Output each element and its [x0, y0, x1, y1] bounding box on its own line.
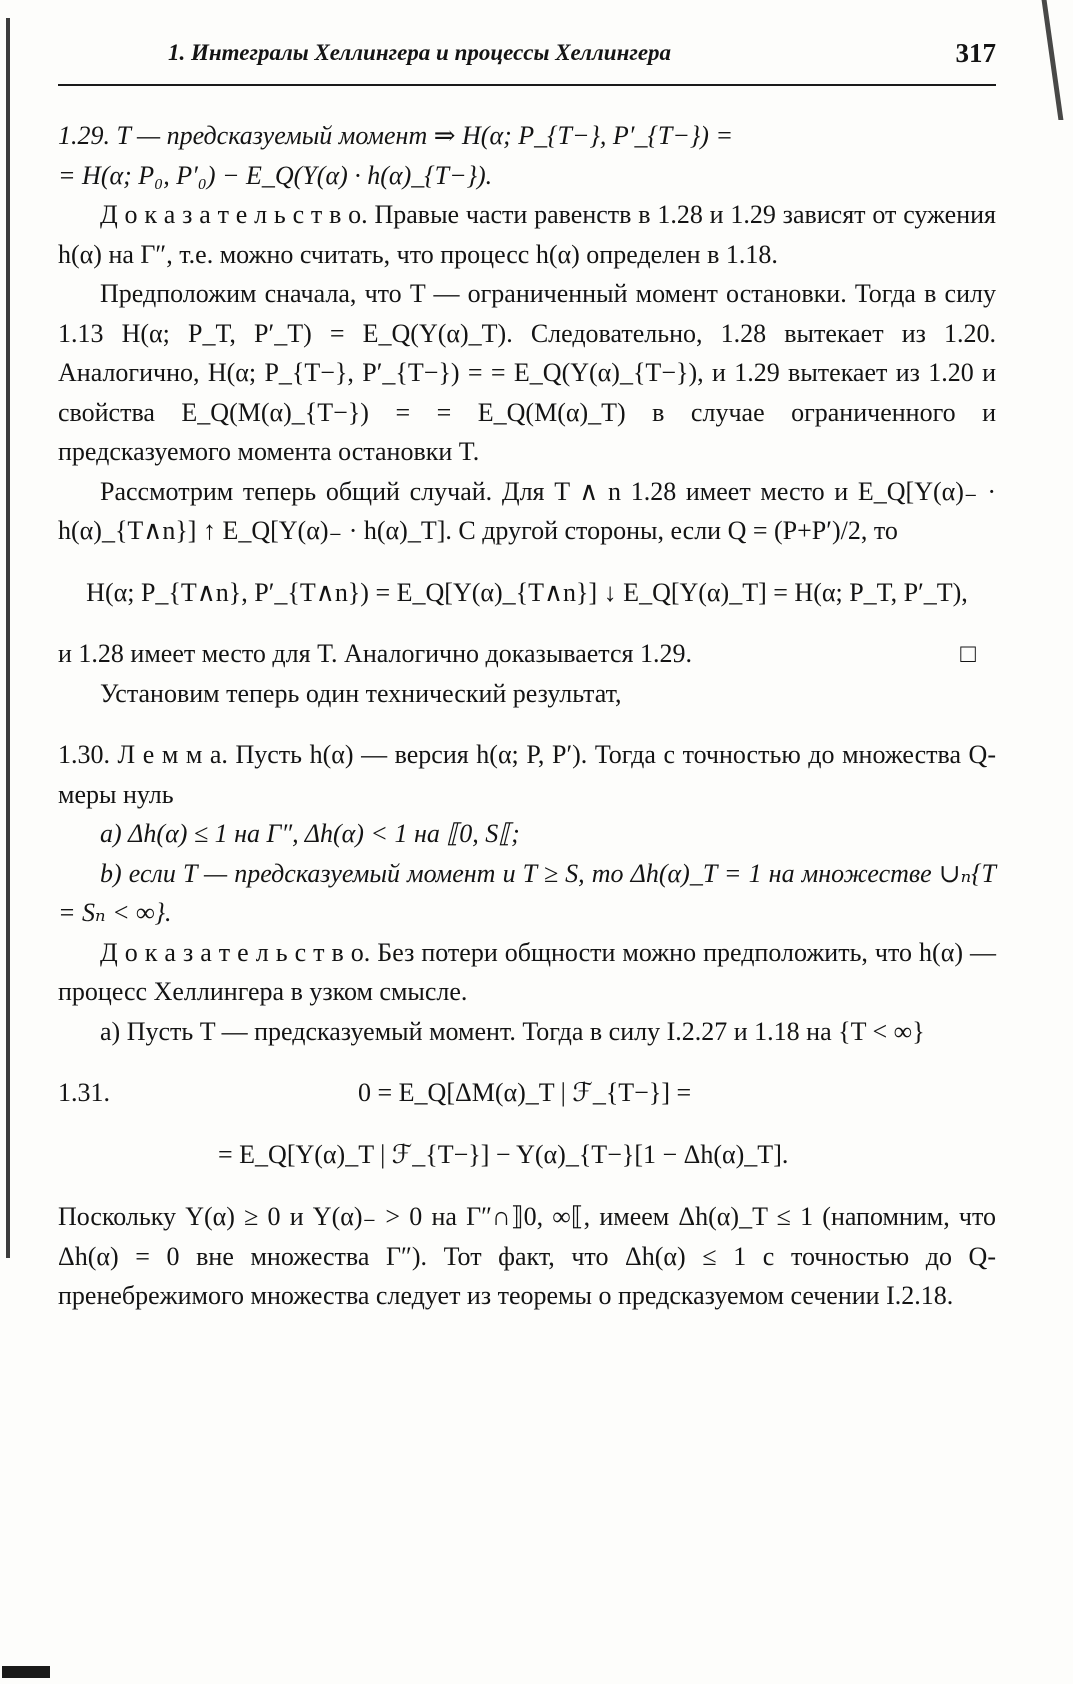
book-page	[58, 38, 996, 1316]
scan-right-edge	[1042, 0, 1064, 120]
equation-1-31	[58, 1073, 996, 1113]
paragraph-final: Поскольку Y(α) ≥ 0 и Y(α)₋ > 0 на Γ″∩⟧0, ∞⟦, имеем Δh(α)_T ≤ 1 (напомним, что Δh(α) = 0 вне множества Γ″). Тот факт, что Δh(α) ≤ 1 с точностью до Q-пренебрежимого множества следует из теоремы о предсказуемом сечении I.2.18.	[58, 1202, 996, 1310]
equation-line-1: 0 = E_Q[ΔM(α)_T | ℱ_{T−}] =	[358, 1078, 692, 1107]
paragraph-bounded-case: Предположим сначала, что T — ограниченный момент остановки. Тогда в силу 1.13 H(α; P_T, P′_T) = E_Q(Y(α)_T). Следовательно, 1.28 вытекает из 1.20. Аналогично, H(α; P_{T−}, P′_{T−}) = = E_Q(Y(α)_{T−}), и 1.29 вытекает из 1.20 и свойства E_Q(M(α)_{T−}) = = E_Q(M(α)_T) в случае ограниченного и предсказуемого момента остановки T.	[58, 279, 996, 466]
proof-2: Д о к а з а т е л ь с т в о. Без потери общности можно предположить, что h(α) — процесс Хеллингера в узком смысле.	[58, 937, 996, 1006]
display-equation: H(α; P_{T∧n}, P′_{T∧n}) = E_Q[Y(α)_{T∧n}] ↓ E_Q[Y(α)_T] = H(α; P_T, P′_T),	[86, 577, 968, 607]
statement-1-29-line2: = H(α; P₀, P′₀) − E_Q(Y(α) · h(α)_{T−}).	[58, 160, 493, 190]
paragraph-technical-result: Установим теперь один технический результат,	[100, 678, 622, 708]
conclusion-text: и 1.28 имеет место для T. Аналогично доказывается 1.29.	[58, 639, 692, 668]
scan-left-edge	[6, 18, 10, 1258]
running-title: 1. Интегралы Хеллингера и процессы Хеллингера	[168, 40, 672, 65]
page-header	[58, 38, 996, 72]
paragraph-conclusion	[58, 634, 996, 674]
lemma-item-a: a) Δh(α) ≤ 1 на Γ″, Δh(α) < 1 на ⟦0, S⟦;	[100, 819, 520, 848]
lemma-1-30: 1.30. Л е м м а. Пусть h(α) — версия h(α; P, P′). Тогда с точностью до множества Q-меры нуль	[58, 740, 996, 809]
page-number: 317	[955, 38, 996, 68]
paragraph-item-a-proof: a) Пусть T — предсказуемый момент. Тогда в силу I.2.27 и 1.18 на {T < ∞}	[100, 1016, 925, 1046]
header-rule	[58, 84, 996, 86]
paragraph-general-case: Рассмотрим теперь общий случай. Для T ∧ n 1.28 имеет место и E_Q[Y(α)₋ · h(α)_{T∧n}] ↑ E_Q[Y(α)₋ · h(α)_T]. С другой стороны, если Q = (P+P′)/2, то	[58, 476, 996, 545]
scan-bottom-mark	[2, 1666, 50, 1678]
equation-number: 1.31.	[58, 1078, 110, 1107]
qed-symbol: □	[960, 639, 976, 668]
proof-1: Д о к а з а т е л ь с т в о. Правые части равенств в 1.28 и 1.29 зависят от сужения h(α) на Γ″, т.е. можно считать, что процесс h(α) определен в 1.18.	[58, 200, 996, 269]
lemma-item-b: b) если T — предсказуемый момент и T ≥ S, то Δh(α)_T = 1 на множестве ∪ₙ{T = Sₙ < ∞}.	[58, 858, 996, 927]
statement-1-29-line1: 1.29. T — предсказуемый момент ⇒ H(α; P_{T−}, P′_{T−}) =	[58, 121, 733, 150]
equation-line-2: = E_Q[Y(α)_T | ℱ_{T−}] − Y(α)_{T−}[1 − Δh(α)_T].	[218, 1140, 789, 1169]
